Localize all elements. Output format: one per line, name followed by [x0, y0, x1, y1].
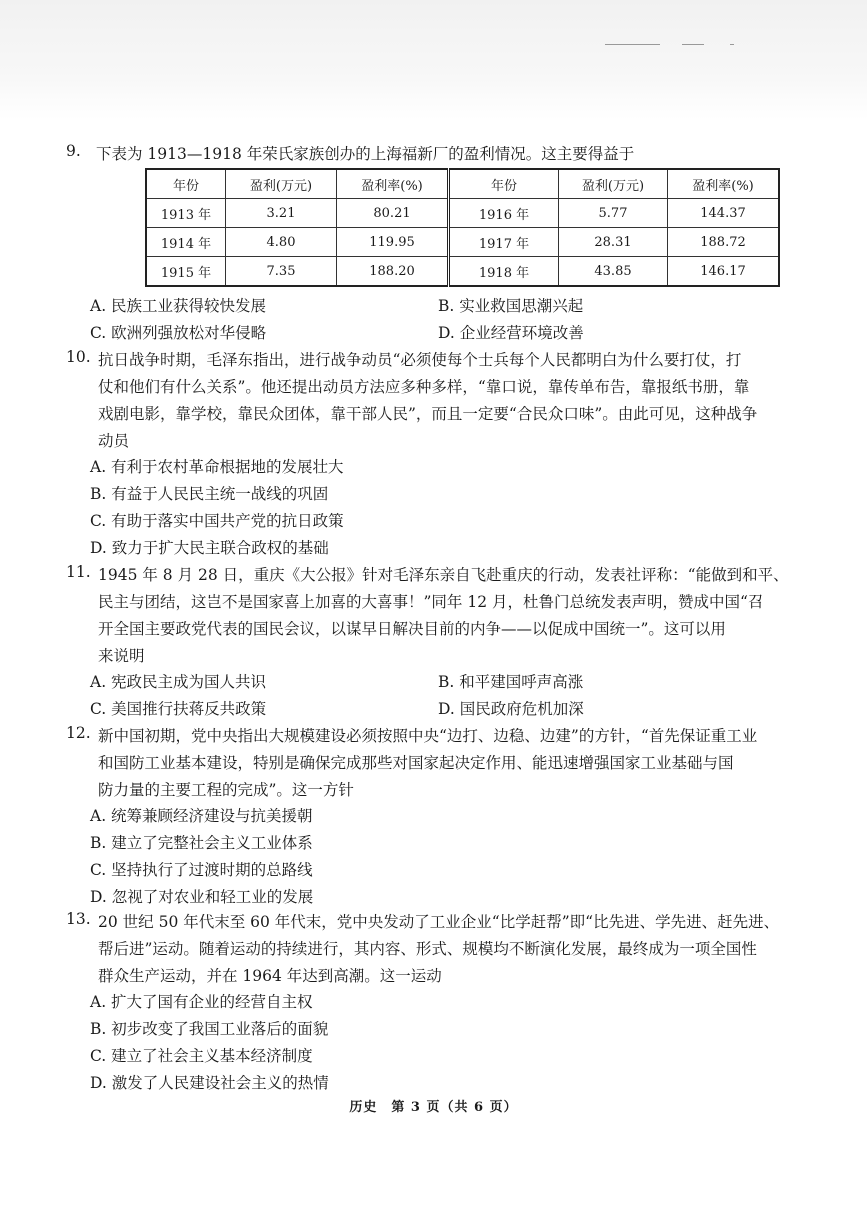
- table-header-cell: 盈利(万元): [559, 169, 668, 199]
- option-b[interactable]: B. 有益于人民民主统一战线的巩固: [90, 485, 329, 503]
- question-number: 10.: [66, 348, 91, 366]
- table-cell: 7.35: [226, 257, 337, 287]
- table-cell: 5.77: [559, 199, 668, 228]
- question-stem-line: 戏剧电影，靠学校，靠民众团体，靠干部人民”，而且一定要“合民众口味”。由此可见，这种战争: [98, 405, 758, 423]
- question-stem-line: 防力量的主要工程的完成”。这一方针: [98, 781, 354, 799]
- table-row: [146, 199, 779, 228]
- question-stem-line: 民主与团结，这岂不是国家喜上加喜的大喜事！”同年 12 月，杜鲁门总统发表声明，赞成中国“召: [98, 593, 764, 611]
- option-a[interactable]: A. 扩大了国有企业的经营自主权: [90, 993, 313, 1011]
- question-stem-line: 和国防工业基本建设，特别是确保完成那些对国家起决定作用、能迅速增强国家工业基础与国: [98, 754, 734, 772]
- table-header-cell: 年份: [146, 169, 226, 199]
- option-c[interactable]: C. 建立了社会主义基本经济制度: [90, 1047, 313, 1065]
- question-stem-line: 抗日战争时期，毛泽东指出，进行战争动员“必须使每个士兵每个人民都明白为什么要打仗，打: [98, 351, 742, 369]
- table-cell: 43.85: [559, 257, 668, 287]
- table-cell: 1913 年: [146, 199, 226, 228]
- question-stem-line: 1945 年 8 月 28 日，重庆《大公报》针对毛泽东亲自飞赴重庆的行动，发表社评称：“能做到和平、: [98, 566, 789, 584]
- header-mark: [605, 44, 660, 45]
- option-a[interactable]: A. 有利于农村革命根据地的发展壮大: [90, 458, 344, 476]
- table-header-cell: 盈利(万元): [226, 169, 337, 199]
- table-cell: 1916 年: [449, 199, 559, 228]
- option-d[interactable]: D. 忽视了对农业和轻工业的发展: [90, 888, 314, 906]
- option-a[interactable]: A. 民族工业获得较快发展: [90, 297, 267, 315]
- scan-shading: [0, 0, 867, 120]
- option-d[interactable]: D. 企业经营环境改善: [438, 324, 584, 342]
- option-b[interactable]: B. 初步改变了我国工业落后的面貌: [90, 1020, 329, 1038]
- table-cell: 146.17: [668, 257, 780, 287]
- page-footer: 历史 第 3 页（共 6 页）: [349, 1100, 518, 1115]
- table-cell: 1918 年: [449, 257, 559, 287]
- option-b[interactable]: B. 实业救国思潮兴起: [438, 297, 584, 315]
- table-cell: 1914 年: [146, 228, 226, 257]
- option-c[interactable]: C. 坚持执行了过渡时期的总路线: [90, 861, 313, 879]
- table-header-cell: 年份: [449, 169, 559, 199]
- table-cell: 28.31: [559, 228, 668, 257]
- question-stem-line: 新中国初期，党中央指出大规模建设必须按照中央“边打、边稳、边建”的方针，“首先保证重工业: [98, 727, 758, 745]
- option-c[interactable]: C. 美国推行扶蒋反共政策: [90, 700, 267, 718]
- table-cell: 119.95: [337, 228, 449, 257]
- question-stem-line: 来说明: [98, 647, 145, 665]
- question-number: 9.: [66, 142, 81, 160]
- question-stem-line: 仗和他们有什么关系”。他还提出动员方法应多种多样，“靠口说，靠传单布告，靠报纸书册，靠: [98, 378, 750, 396]
- option-a[interactable]: A. 统筹兼顾经济建设与抗美援朝: [90, 807, 313, 825]
- option-d[interactable]: D. 致力于扩大民主联合政权的基础: [90, 539, 329, 557]
- header-mark: [682, 44, 704, 45]
- question-number: 13.: [66, 910, 91, 928]
- table-cell: 3.21: [226, 199, 337, 228]
- option-d[interactable]: D. 国民政府危机加深: [438, 700, 584, 718]
- question-stem-line: 20 世纪 50 年代末至 60 年代末，党中央发动了工业企业“比学赶帮”即“比先进、学先进、赶先进、: [98, 913, 780, 931]
- option-b[interactable]: B. 和平建国呼声高涨: [438, 673, 584, 691]
- table-header-cell: 盈利率(%): [337, 169, 449, 199]
- table-cell: 1915 年: [146, 257, 226, 287]
- table-cell: 188.20: [337, 257, 449, 287]
- profit-table: [145, 168, 780, 287]
- question-number: 11.: [66, 563, 91, 581]
- table-cell: 144.37: [668, 199, 780, 228]
- option-a[interactable]: A. 宪政民主成为国人共识: [90, 673, 267, 691]
- option-c[interactable]: C. 欧洲列强放松对华侵略: [90, 324, 267, 342]
- table-row: [146, 257, 779, 287]
- question-stem-line: 动员: [98, 432, 130, 450]
- table-cell: 1917 年: [449, 228, 559, 257]
- question-stem: 下表为 1913—1918 年荣氏家族创办的上海福新厂的盈利情况。这主要得益于: [96, 145, 635, 163]
- question-stem-line: 开全国主要政党代表的国民会议，以谋早日解决目前的内争——以促成中国统一”。这可以用: [98, 620, 726, 638]
- question-stem-line: 帮后进”运动。随着运动的持续进行，其内容、形式、规模均不断演化发展，最终成为一项全国性: [98, 940, 757, 958]
- table-row: [146, 228, 779, 257]
- question-stem-line: 群众生产运动，并在 1964 年达到高潮。这一运动: [98, 967, 442, 985]
- table-header-cell: 盈利率(%): [668, 169, 780, 199]
- table-cell: 188.72: [668, 228, 780, 257]
- table-cell: 4.80: [226, 228, 337, 257]
- option-d[interactable]: D. 激发了人民建设社会主义的热情: [90, 1074, 329, 1092]
- header-mark: [730, 44, 734, 45]
- table-cell: 80.21: [337, 199, 449, 228]
- option-b[interactable]: B. 建立了完整社会主义工业体系: [90, 834, 313, 852]
- option-c[interactable]: C. 有助于落实中国共产党的抗日政策: [90, 512, 344, 530]
- table-header-row: [146, 169, 779, 199]
- question-number: 12.: [66, 724, 91, 742]
